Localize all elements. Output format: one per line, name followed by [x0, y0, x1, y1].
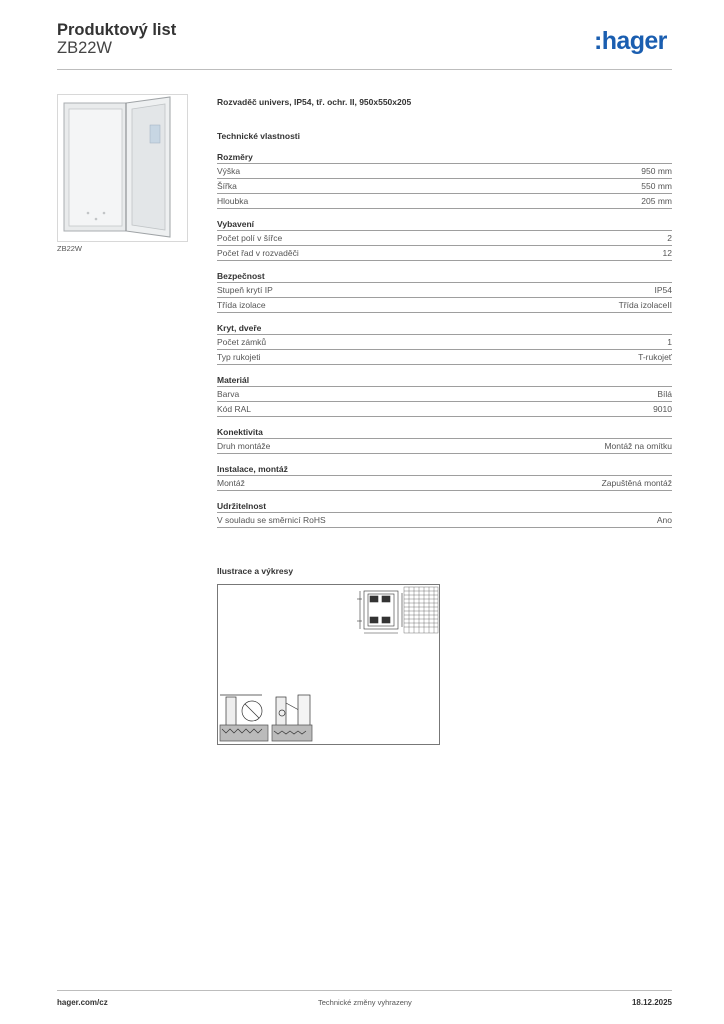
- spec-label: Kód RAL: [217, 404, 252, 414]
- spec-value: 950 mm: [641, 166, 672, 176]
- section-safety: [217, 271, 672, 313]
- spec-value: T-rukojeť: [638, 352, 672, 362]
- spec-label: Druh montáže: [217, 441, 271, 451]
- spec-row: [217, 438, 672, 454]
- section-cover-door: [217, 323, 672, 365]
- section-material: [217, 375, 672, 417]
- section-connectivity: [217, 427, 672, 454]
- product-image: [57, 94, 188, 242]
- spec-label: Počet řad v rozvaděči: [217, 248, 299, 258]
- section-title: Materiál: [217, 375, 250, 385]
- spec-label: Montáž: [217, 478, 245, 488]
- spec-label: Třída izolace: [217, 300, 266, 310]
- section-title: Udržitelnost: [217, 501, 267, 511]
- section-dimensions: [217, 152, 672, 209]
- spec-row: [217, 334, 672, 349]
- section-title: Instalace, montáž: [217, 464, 288, 474]
- dimension-drawing: [357, 591, 402, 633]
- spec-row: [217, 401, 672, 417]
- spec-row: [217, 386, 672, 401]
- spec-value: Bílá: [657, 389, 672, 399]
- footer-divider: [57, 990, 672, 991]
- section-equipment: [217, 219, 672, 261]
- dimension-table: [404, 587, 438, 633]
- spec-value: Ano: [656, 515, 672, 525]
- enclosure-illustration: [58, 95, 187, 241]
- specifications: [217, 96, 672, 528]
- section-title: Vybavení: [217, 219, 255, 229]
- illustrations-box: [217, 584, 440, 745]
- spec-value: 2: [667, 233, 672, 243]
- spec-label: Stupeň krytí IP: [217, 285, 273, 295]
- image-caption: ZB22W: [57, 244, 83, 253]
- technical-drawings: [218, 585, 439, 744]
- spec-value: 205 mm: [641, 196, 672, 206]
- spec-value: IP54: [654, 285, 672, 295]
- section-title: Bezpečnost: [217, 271, 265, 281]
- spec-row: [217, 230, 672, 245]
- spec-row: [217, 193, 672, 209]
- spec-label: Výška: [217, 166, 241, 176]
- spec-row: [217, 282, 672, 297]
- section-title: Kryt, dveře: [217, 323, 262, 333]
- header-divider: [57, 69, 672, 70]
- page-title: Produktový list: [57, 21, 177, 39]
- hager-logo: :hager: [594, 27, 667, 55]
- product-description: Rozvaděč univers, IP54, tř. ochr. II, 950x550x205: [217, 97, 412, 107]
- section-title: Rozměry: [217, 152, 253, 162]
- illustrations-heading: Ilustrace a výkresy: [217, 566, 294, 576]
- spec-label: Počet polí v šířce: [217, 233, 283, 243]
- spec-row: [217, 512, 672, 528]
- spec-value: 12: [662, 248, 672, 258]
- mounting-illustration-1: [220, 695, 268, 741]
- section-sustainability: [217, 501, 672, 528]
- section-installation: [217, 464, 672, 491]
- spec-row: [217, 349, 672, 365]
- footer-website[interactable]: hager.com/cz: [57, 998, 108, 1007]
- spec-row: [217, 163, 672, 178]
- footer-date: 18.12.2025: [631, 998, 672, 1007]
- spec-label: Barva: [217, 389, 240, 399]
- section-title: Konektivita: [217, 427, 263, 437]
- spec-label: Hloubka: [217, 196, 249, 206]
- spec-value: Montáž na omítku: [604, 441, 672, 451]
- technical-heading: Technické vlastnosti: [217, 131, 300, 141]
- spec-value: 9010: [653, 404, 672, 414]
- spec-row: [217, 297, 672, 313]
- spec-value: Zapuštěná montáž: [601, 478, 672, 488]
- spec-row: [217, 475, 672, 491]
- spec-row: [217, 178, 672, 193]
- spec-label: Typ rukojeti: [217, 352, 261, 362]
- spec-value: Třída izolaceII: [618, 300, 672, 310]
- spec-value: 1: [667, 337, 672, 347]
- spec-value: 550 mm: [641, 181, 672, 191]
- spec-label: Šířka: [217, 181, 237, 191]
- spec-row: [217, 245, 672, 261]
- footer-note: Technické změny vyhrazeny: [318, 998, 412, 1007]
- spec-label: Počet zámků: [217, 337, 267, 347]
- spec-label: V souladu se směrnicí RoHS: [217, 515, 326, 525]
- product-code: ZB22W: [57, 39, 113, 57]
- mounting-illustration-2: [272, 695, 312, 741]
